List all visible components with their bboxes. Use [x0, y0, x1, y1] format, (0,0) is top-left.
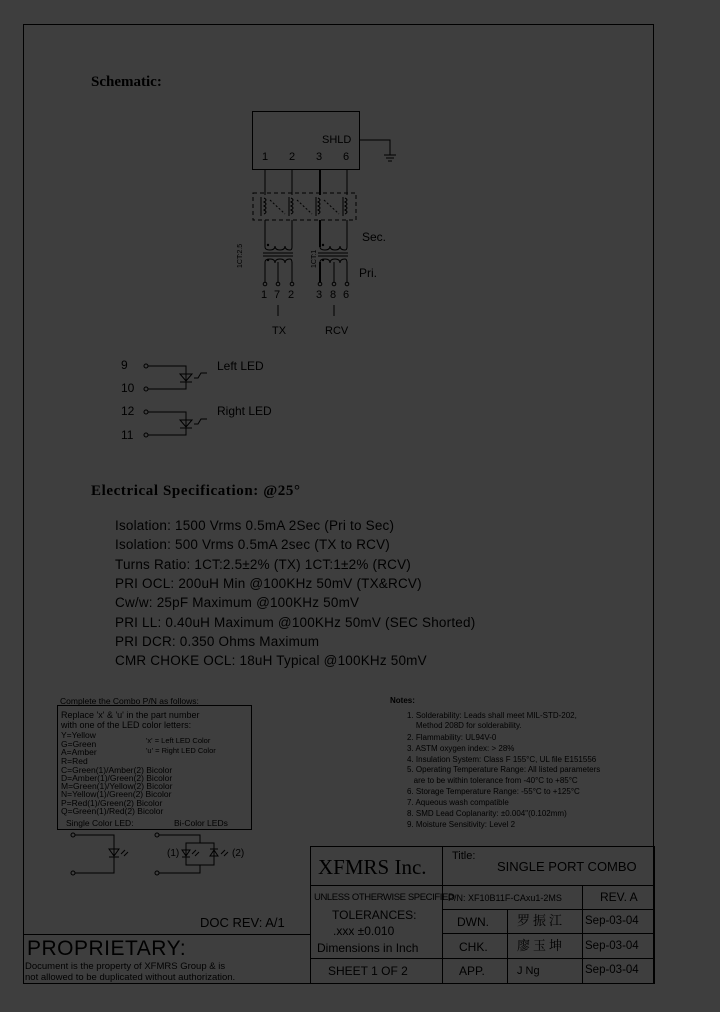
proprietary-line: Document is the property of XFMRS Group & is [25, 961, 226, 972]
right-led-label: Right LED [217, 404, 272, 418]
rcv-ratio-label: 1CT:1 [311, 249, 318, 268]
tx-pin: 2 [288, 289, 295, 301]
led-pin: 9 [121, 358, 128, 372]
color-code: N=Yellow(1)/Green(2) Bicolor [61, 789, 172, 799]
note-line: 3. ASTM oxygen index: > 28% [407, 744, 515, 753]
tx-ratio-label: 1CT:2.5 [237, 243, 244, 268]
spec-line: PRI DCR: 0.350 Ohms Maximum [115, 634, 320, 649]
spec-line: PRI OCL: 200uH Min @100KHz 50mV (TX&RCV) [115, 576, 422, 591]
divider [582, 885, 583, 984]
led-pin: 12 [121, 404, 135, 418]
bicolor-mark-2: (2) [232, 848, 245, 859]
divider [442, 909, 655, 910]
divider [442, 846, 443, 984]
drawn-by: 罗振江 [517, 913, 566, 928]
legend-x: 'x' = Left LED Color [146, 736, 211, 745]
connector-pin: 1 [262, 151, 269, 163]
schematic-heading: Schematic: [91, 74, 162, 90]
electrical-heading: Electrical Specification: @25° [91, 483, 301, 499]
note-line: Method 208D for solderability. [407, 721, 522, 730]
notes-heading: Notes: [390, 696, 415, 705]
color-code: D=Amber(1)/Green(2) Bicolor [61, 773, 173, 783]
connector-pin: 2 [289, 151, 296, 163]
color-code: Q=Green(1)/Red(2) Bicolor [61, 806, 164, 816]
checked-by: 廖玉坤 [517, 938, 566, 953]
note-line: 4. Insulation System: Class F 155°C, UL file E151556 [407, 755, 597, 764]
tolerance-line: Dimensions in Inch [317, 941, 419, 955]
combo-heading: Complete the Combo P/N as follows: [60, 696, 199, 706]
shield-label: SHLD [322, 134, 352, 146]
note-line: 6. Storage Temperature Range: -55°C to +125°C [407, 787, 580, 796]
company-name: XFMRS Inc. [318, 855, 427, 879]
note-line: 8. SMD Lead Coplanarity: ±0.004"(0.102mm) [407, 809, 567, 818]
pri-label: Pri. [359, 266, 377, 280]
combo-intro: with one of the LED color letters: [61, 720, 192, 730]
connector-pin: 6 [343, 151, 350, 163]
title-label: Title: [452, 850, 476, 862]
spec-line: Turns Ratio: 1CT:2.5±2% (TX) 1CT:1±2% (RCV) [115, 557, 411, 572]
divider [310, 958, 442, 959]
spec-line: PRI LL: 0.40uH Maximum @100KHz 50mV (SEC Shorted) [115, 615, 476, 630]
bicolor-label: Bi-Color LEDs [174, 818, 228, 828]
connector-pin: 3 [316, 151, 323, 163]
divider [507, 909, 508, 984]
led-pin: 10 [121, 381, 135, 395]
rcv-label: RCV [325, 325, 349, 337]
proprietary-heading: PROPRIETARY: [27, 937, 187, 960]
checked-date: Sep-03-04 [585, 940, 639, 952]
tolerance-line: .xxx ±0.010 [333, 924, 395, 938]
rcv-pin: 8 [330, 289, 337, 301]
rcv-pin: 3 [316, 289, 323, 301]
color-code: C=Green(1)/Amber(2) Bicolor [61, 765, 173, 775]
left-led-label: Left LED [217, 359, 264, 373]
approved-date: Sep-03-04 [585, 964, 639, 976]
revision: REV. A [600, 890, 638, 904]
spec-line: Isolation: 1500 Vrms 0.5mA 2Sec (Pri to Sec) [115, 518, 395, 533]
divider [442, 933, 655, 934]
color-code: Y=Yellow [61, 730, 96, 740]
color-code: M=Green(1)/Yellow(2) Bicolor [61, 781, 173, 791]
color-code: A=Amber [61, 747, 97, 757]
tolerance-line: TOLERANCES: [332, 908, 417, 922]
doc-rev: DOC REV: A/1 [200, 915, 285, 930]
role-chk: CHK. [459, 940, 488, 954]
spec-line: Cw/w: 25pF Maximum @100KHz 50mV [115, 595, 360, 610]
spec-line: Isolation: 500 Vrms 0.5mA 2sec (TX to RCV) [115, 537, 390, 552]
note-line: 9. Moisture Sensitivity: Level 2 [407, 820, 516, 829]
role-dwn: DWN. [457, 915, 489, 929]
note-line: 1. Solderability: Leads shall meet MIL-STD-202, [407, 711, 577, 720]
drawing-title: SINGLE PORT COMBO [497, 859, 637, 874]
combo-intro: Replace 'x' & 'u' in the part number [61, 710, 200, 720]
note-line: 5. Operating Temperature Range: All listed parameters [407, 765, 601, 774]
sec-label: Sec. [362, 230, 387, 244]
part-number: P/N: XF10B11F-CAxu1-2MS [448, 893, 562, 903]
color-code: G=Green [61, 739, 97, 749]
note-line: 2. Flammability: UL94V-0 [407, 733, 497, 742]
note-line: are to be within tolerance from -40°C to +85°C [407, 776, 578, 785]
bicolor-mark-1: (1) [167, 848, 180, 859]
led-pin: 11 [121, 428, 134, 442]
tx-pin: 1 [261, 289, 268, 301]
divider [23, 934, 310, 935]
tx-pin: 7 [274, 289, 281, 301]
rcv-pin: 6 [343, 289, 350, 301]
proprietary-line: not allowed to be duplicated without authorization. [25, 972, 236, 983]
divider [310, 885, 655, 886]
legend-u: 'u' = Right LED Color [146, 746, 216, 755]
single-color-label: Single Color LED: [66, 818, 134, 828]
tx-label: TX [272, 325, 287, 337]
approved-by: J Ng [517, 965, 540, 977]
divider [442, 958, 655, 959]
spec-line: CMR CHOKE OCL: 18uH Typical @100KHz 50mV [115, 653, 427, 668]
drawn-date: Sep-03-04 [585, 915, 639, 927]
color-code: R=Red [61, 756, 88, 766]
role-app: APP. [459, 964, 485, 978]
note-line: 7. Aqueous wash compatible [407, 798, 509, 807]
color-code: P=Red(1)/Green(2) Bicolor [61, 798, 163, 808]
sheet-number: SHEET 1 OF 2 [328, 964, 408, 978]
tolerance-line: UNLESS OTHERWISE SPECIFIED [314, 892, 455, 903]
